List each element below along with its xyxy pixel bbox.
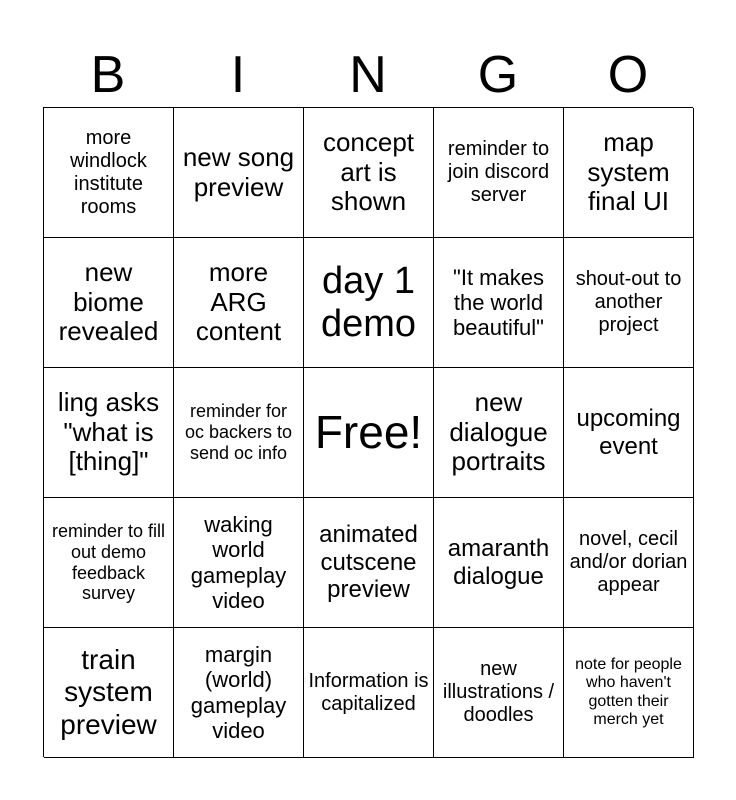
free-space-text: Free!	[314, 406, 423, 459]
header-letter-i: I	[230, 46, 246, 104]
cell-text: Information is capitalized	[308, 669, 429, 715]
cell-text: new dialogue portraits	[449, 386, 548, 477]
bingo-cell-r1c3[interactable]	[304, 108, 434, 238]
bingo-cell-r5c1[interactable]	[44, 628, 174, 758]
header-letter-o: O	[607, 46, 649, 104]
cell-text: upcoming event	[576, 404, 681, 460]
cell-text: train system preview	[60, 644, 157, 740]
cell-text: day 1 demo	[320, 259, 417, 345]
bingo-cell-r2c4[interactable]	[434, 238, 564, 368]
cell-text: new illustrations / doodles	[442, 658, 555, 726]
bingo-cell-r2c3[interactable]	[304, 238, 434, 368]
cell-text: note for people who haven't gotten their merch yet	[575, 655, 682, 728]
bingo-cell-r2c1[interactable]	[44, 238, 174, 368]
bingo-cell-r5c3[interactable]	[304, 628, 434, 758]
cell-text: more windlock institute rooms	[70, 126, 147, 218]
bingo-cell-r4c5[interactable]	[564, 498, 694, 628]
bingo-header	[43, 48, 693, 102]
cell-text: concept art is shown	[322, 126, 415, 217]
cell-text: reminder to fill out demo feedback survey	[51, 521, 166, 604]
bingo-cell-r4c2[interactable]	[174, 498, 304, 628]
bingo-cell-r3c5[interactable]	[564, 368, 694, 498]
bingo-cell-r3c2[interactable]	[174, 368, 304, 498]
header-letter-n: N	[349, 46, 387, 104]
bingo-cell-free[interactable]	[304, 368, 434, 498]
cell-text: reminder to join discord server	[447, 138, 550, 206]
bingo-cell-r1c2[interactable]	[174, 108, 304, 238]
cell-text: novel, cecil and/or dorian appear	[569, 528, 688, 596]
cell-text: more ARG content	[195, 256, 282, 347]
cell-text: reminder for oc backers to send oc info	[184, 401, 293, 463]
cell-text: ling asks "what is [thing]"	[57, 386, 160, 477]
cell-text: new biome revealed	[58, 256, 159, 347]
bingo-cell-r1c5[interactable]	[564, 108, 694, 238]
cell-text: new song preview	[182, 141, 295, 202]
cell-text: animated cutscene preview	[319, 521, 418, 604]
bingo-cell-r5c4[interactable]	[434, 628, 564, 758]
bingo-cell-r1c1[interactable]	[44, 108, 174, 238]
bingo-cell-r2c2[interactable]	[174, 238, 304, 368]
cell-text: margin (world) gameplay video	[190, 641, 287, 743]
cell-text: map system final UI	[587, 126, 670, 217]
cell-text: amaranth dialogue	[447, 534, 550, 590]
bingo-cell-r5c2[interactable]	[174, 628, 304, 758]
bingo-cell-r2c5[interactable]	[564, 238, 694, 368]
header-letter-b: B	[90, 46, 126, 104]
header-letter-g: G	[477, 46, 519, 104]
cell-text: "It makes the world beautiful"	[453, 264, 544, 341]
bingo-cell-r3c4[interactable]	[434, 368, 564, 498]
bingo-cell-r1c4[interactable]	[434, 108, 564, 238]
bingo-cell-r4c4[interactable]	[434, 498, 564, 628]
bingo-cell-r5c5[interactable]	[564, 628, 694, 758]
bingo-board	[43, 107, 693, 757]
bingo-cell-r3c1[interactable]	[44, 368, 174, 498]
cell-text: waking world gameplay video	[190, 511, 287, 613]
bingo-cell-r4c1[interactable]	[44, 498, 174, 628]
bingo-cell-r4c3[interactable]	[304, 498, 434, 628]
cell-text: shout-out to another project	[575, 268, 682, 336]
